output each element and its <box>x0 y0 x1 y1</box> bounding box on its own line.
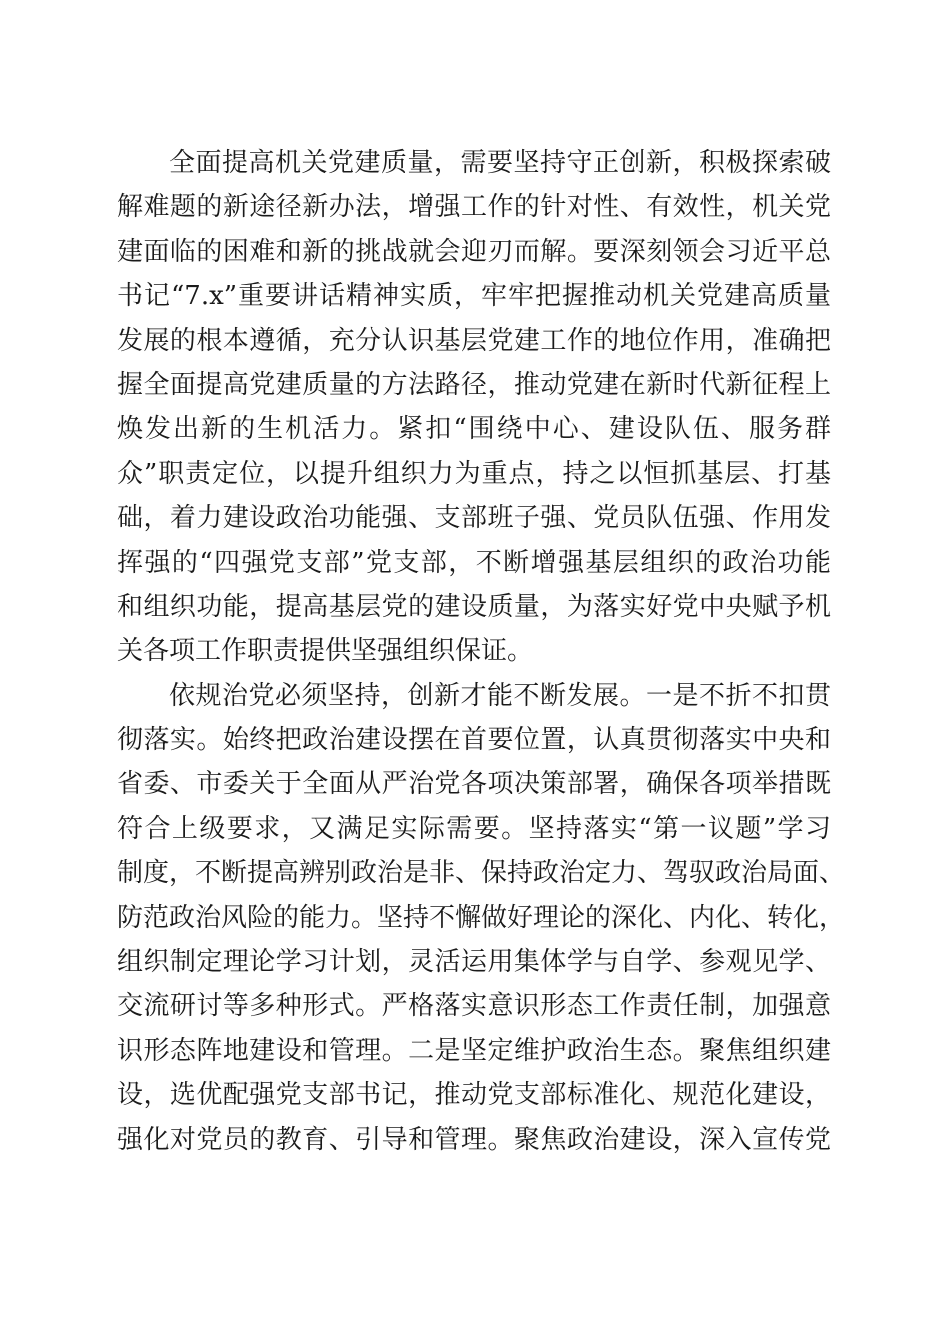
text-line: 建面临的困难和新的挑战就会迎刃而解。要深刻领会习近平总 <box>117 236 831 267</box>
text-line: 设，选优配强党支部书记，推动党支部标准化、规范化建设， <box>117 1080 831 1111</box>
text-line: 符合上级要求，又满足实际需要。坚持落实“第一议题”学习 <box>117 813 831 844</box>
text-line: 握全面提高党建质量的方法路径，推动党建在新时代新征程上 <box>117 369 831 400</box>
text-line: 发展的根本遵循，充分认识基层党建工作的地位作用，准确把 <box>117 325 831 356</box>
body-text <box>117 141 846 1162</box>
text-line: 彻落实。始终把政治建设摆在首要位置，认真贯彻落实中央和 <box>117 725 831 756</box>
text-line: 书记“7.x”重要讲话精神实质，牢牢把握推动机关党建高质量 <box>117 281 831 312</box>
text-line: 防范政治风险的能力。坚持不懈做好理论的深化、内化、转化， <box>117 902 846 933</box>
text-line: 依规治党必须坚持，创新才能不断发展。一是不折不扣贯 <box>169 680 831 711</box>
text-line: 识形态阵地建设和管理。二是坚定维护政治生态。聚焦组织建 <box>117 1035 831 1066</box>
text-line: 础，着力建设政治功能强、支部班子强、党员队伍强、作用发 <box>117 503 831 534</box>
text-line: 关各项工作职责提供坚强组织保证。 <box>117 636 534 667</box>
text-line: 省委、市委关于全面从严治党各项决策部署，确保各项举措既 <box>117 769 831 800</box>
text-line: 众”职责定位，以提升组织力为重点，持之以恒抓基层、打基 <box>117 458 831 489</box>
text-line: 交流研讨等多种形式。严格落实意识形态工作责任制，加强意 <box>117 991 831 1022</box>
text-line: 和组织功能，提高基层党的建设质量，为落实好党中央赋予机 <box>117 591 831 622</box>
text-line: 强化对党员的教育、引导和管理。聚焦政治建设，深入宣传党 <box>117 1124 831 1155</box>
paragraph-1 <box>117 141 831 674</box>
text-line: 焕发出新的生机活力。紧扣“围绕中心、建设队伍、服务群 <box>117 414 831 445</box>
text-line: 组织制定理论学习计划，灵活运用集体学与自学、参观见学、 <box>117 947 831 978</box>
text-line: 制度，不断提高辨别政治是非、保持政治定力、驾驭政治局面、 <box>117 858 846 889</box>
paragraph-2 <box>117 674 846 1162</box>
text-line: 挥强的“四强党支部”党支部，不断增强基层组织的政治功能 <box>117 547 831 578</box>
text-line: 全面提高机关党建质量，需要坚持守正创新，积极探索破 <box>169 148 831 178</box>
text-line: 解难题的新途径新办法，增强工作的针对性、有效性，机关党 <box>117 192 831 223</box>
